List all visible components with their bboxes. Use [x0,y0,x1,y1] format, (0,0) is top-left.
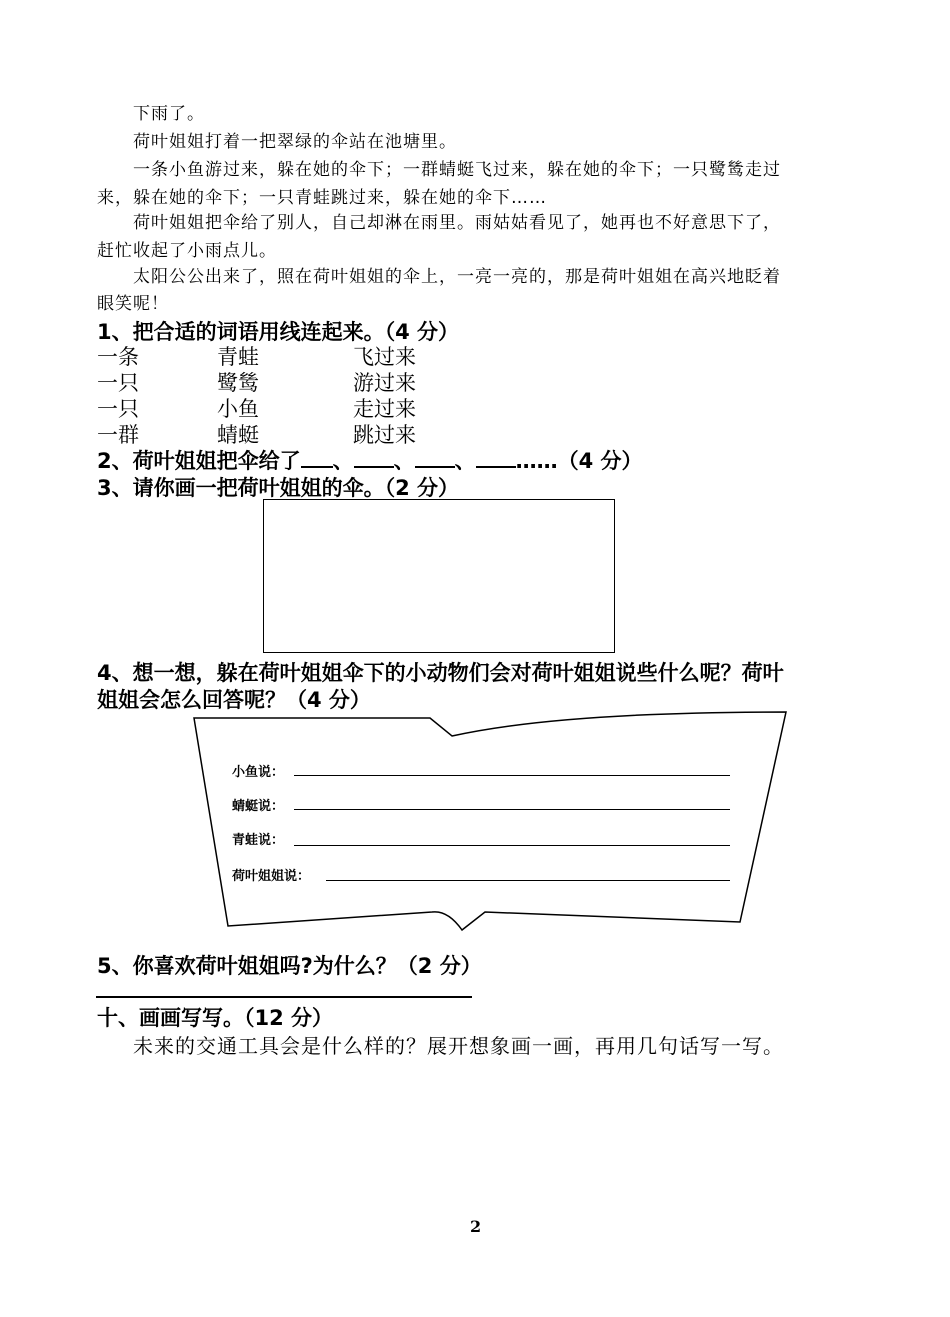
match-col2-item-3: 小鱼 [217,397,259,421]
match-col2-item-4: 蜻蜓 [217,423,259,447]
question-5-title: 5、你喜欢荷叶姐姐吗?为什么？（2 分） [97,954,482,978]
section-10-prompt: 未来的交通工具会是什么样的？展开想象画一画，再用几句话写一写。 [133,1034,784,1058]
frog-answer-line[interactable] [294,845,730,846]
frog-says-label: 青蛙说： [232,833,285,848]
separator: 、 [332,449,354,473]
story-line-5: 荷叶姐姐把伞给了别人，自己却淋在雨里。雨姑姑看见了，她再也不好意思下了， [133,213,781,233]
question-3-title: 3、请你画一把荷叶姐姐的伞。（2 分） [97,476,460,500]
dragonfly-answer-line[interactable] [294,809,730,810]
match-col1-item-1: 一条 [97,345,139,369]
question-1-title: 1、把合适的词语用线连起来。（4 分） [97,320,460,344]
fish-answer-line[interactable] [294,775,730,776]
match-col2-item-1: 青蛙 [217,345,259,369]
answer-blank-2[interactable] [354,448,394,468]
question-2-suffix: ……（4 分） [515,449,643,473]
story-line-3: 一条小鱼游过来，躲在她的伞下；一群蜻蜓飞过来，躲在她的伞下；一只鹭鸶走过 [133,160,781,180]
match-col3-item-4: 跳过来 [353,423,416,447]
story-line-8: 眼笑呢！ [97,294,169,314]
drawing-box[interactable] [263,499,615,653]
lotus-sister-says-label: 荷叶姐姐说： [232,869,311,884]
question-2 [97,445,643,475]
match-col1-item-2: 一只 [97,371,139,395]
answer-blank-1[interactable] [301,448,333,468]
separator: 、 [393,449,415,473]
question-5-answer-line[interactable] [96,996,472,998]
answer-blank-3[interactable] [415,448,455,468]
dragonfly-says-label: 蜻蜓说： [232,799,285,814]
section-10-title: 十、画画写写。（12 分） [97,1006,334,1030]
separator: 、 [454,449,476,473]
page-number: 2 [470,1217,482,1236]
match-col3-item-2: 游过来 [353,371,416,395]
match-col2-item-2: 鹭鸶 [217,371,259,395]
question-2-prefix: 2、荷叶姐姐把伞给了 [97,449,301,473]
story-line-2: 荷叶姐姐打着一把翠绿的伞站在池塘里。 [133,132,457,152]
match-col1-item-3: 一只 [97,397,139,421]
fish-says-label: 小鱼说： [232,765,285,780]
answer-blank-4[interactable] [476,448,516,468]
match-col3-item-1: 飞过来 [353,345,416,369]
story-line-4: 来，躲在她的伞下；一只青蛙跳过来，躲在她的伞下…… [97,188,547,208]
open-book-frame [0,700,950,960]
story-line-1: 下雨了。 [133,104,205,124]
match-col1-item-4: 一群 [97,423,139,447]
story-line-7: 太阳公公出来了，照在荷叶姐姐的伞上，一亮一亮的，那是荷叶姐姐在高兴地眨着 [133,267,781,287]
question-4-line-1: 4、想一想，躲在荷叶姐姐伞下的小动物们会对荷叶姐姐说些什么呢？荷叶 [97,661,784,685]
question-4-line-2: 姐姐会怎么回答呢？（4 分） [97,688,371,712]
lotus-sister-answer-line[interactable] [326,880,730,881]
story-line-6: 赶忙收起了小雨点儿。 [97,241,277,261]
match-col3-item-3: 走过来 [353,397,416,421]
